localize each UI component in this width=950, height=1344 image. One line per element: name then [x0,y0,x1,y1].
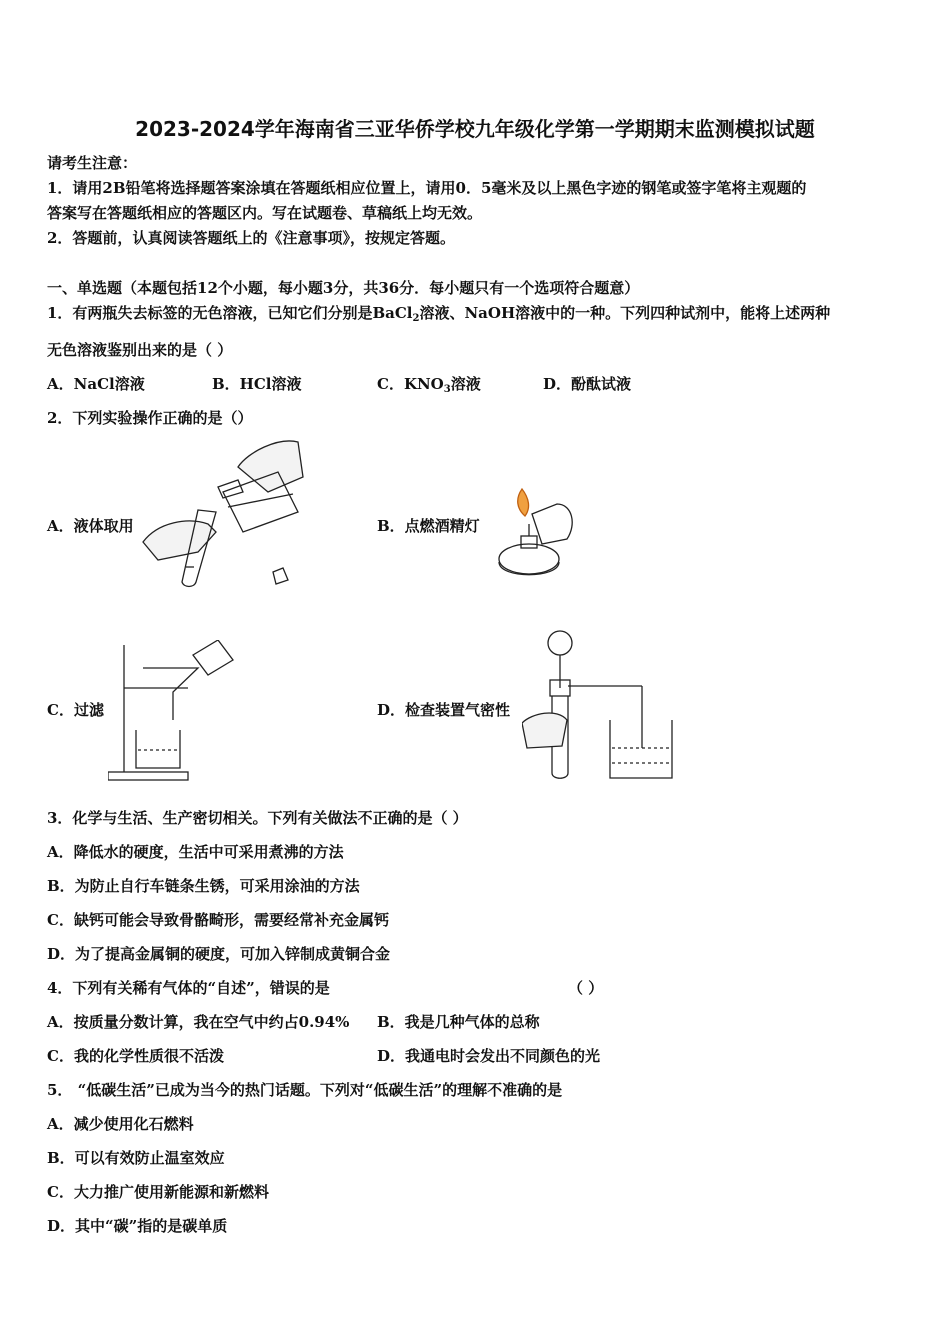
q1-stem [47,303,830,329]
q2-stem: 2．下列实验操作正确的是（） [47,409,253,427]
q3-option-c: C．缺钙可能会导致骨骼畸形，需要经常补充金属钙 [47,911,389,929]
q2-option-d: D．检查装置气密性 [377,701,511,719]
q1-stem-2: 无色溶液鉴别出来的是（ ） [47,341,233,359]
q1-option-c-b: 溶液 [450,375,481,393]
q2-option-c: C．过滤 [47,701,104,719]
alcohol-lamp-figure [487,484,587,589]
q1-option-b: B．HCl溶液 [212,375,302,393]
q4-option-c: C．我的化学性质很不活泼 [47,1047,224,1065]
q5-stem: 5． “低碳生活”已成为当今的热门话题。下列对“低碳生活”的理解不准确的是 [47,1081,563,1099]
q3-option-a: A．降低水的硬度，生活中可采用煮沸的方法 [47,843,344,861]
page-title: 2023-2024学年海南省三亚华侨学校九年级化学第一学期期末监测模拟试题 [135,117,815,141]
q5-option-c: C．大力推广使用新能源和新燃料 [47,1183,269,1201]
notice-line-1b: 答案写在答题纸相应的答题区内。写在试题卷、草稿纸上均无效。 [47,204,483,222]
notice-heading: 请考生注意： [47,154,138,172]
q5-option-a: A．减少使用化石燃料 [47,1115,194,1133]
q3-stem: 3．化学与生活、生产密切相关。下列有关做法不正确的是（ ） [47,809,468,827]
q2-option-b: B．点燃酒精灯 [377,517,480,535]
q1-option-c-sub: 3 [443,384,451,395]
q4-answer-paren: （ ） [568,979,604,997]
q4-option-d: D．我通电时会发出不同颜色的光 [377,1047,601,1065]
q1-option-c-a: C．KNO [377,375,444,393]
notice-line-1: 1．请用2B铅笔将选择题答案涂填在答题纸相应位置上，请用0．5毫米及以上黑色字迹的钢笔或签字笔将主观题的 [47,179,807,197]
q1-stem-sub: 2 [412,313,420,324]
q1-stem-a: 1．有两瓶失去标签的无色溶液，已知它们分别是BaCl [47,304,413,322]
section-heading: 一、单选题（本题包括12个小题，每小题3分，共36分．每小题只有一个选项符合题意） [47,279,640,297]
q5-option-b: B．可以有效防止温室效应 [47,1149,225,1167]
liquid-pouring-figure [138,432,310,592]
q5-option-d: D．其中“碳”指的是碳单质 [47,1217,228,1235]
q4-option-b: B．我是几种气体的总称 [377,1013,540,1031]
filtration-figure [108,640,238,785]
q1-option-d: D．酚酞试液 [543,375,632,393]
q1-option-c [377,374,481,400]
q4-stem: 4．下列有关稀有气体的“自述”，错误的是 [47,979,330,997]
q2-option-a: A．液体取用 [47,517,134,535]
notice-line-2: 2．答题前，认真阅读答题纸上的《注意事项》，按规定答题。 [47,229,455,247]
q1-option-a: A．NaCl溶液 [47,375,145,393]
q3-option-d: D．为了提高金属铜的硬度，可加入锌制成黄铜合金 [47,945,391,963]
q1-stem-b: 溶液、NaOH溶液中的一种。下列四种试剂中，能将上述两种 [419,304,831,322]
airtightness-figure [522,628,677,783]
q4-option-a: A．按质量分数计算，我在空气中约占0.94% [47,1013,350,1031]
q3-option-b: B．为防止自行车链条生锈，可采用涂油的方法 [47,877,360,895]
